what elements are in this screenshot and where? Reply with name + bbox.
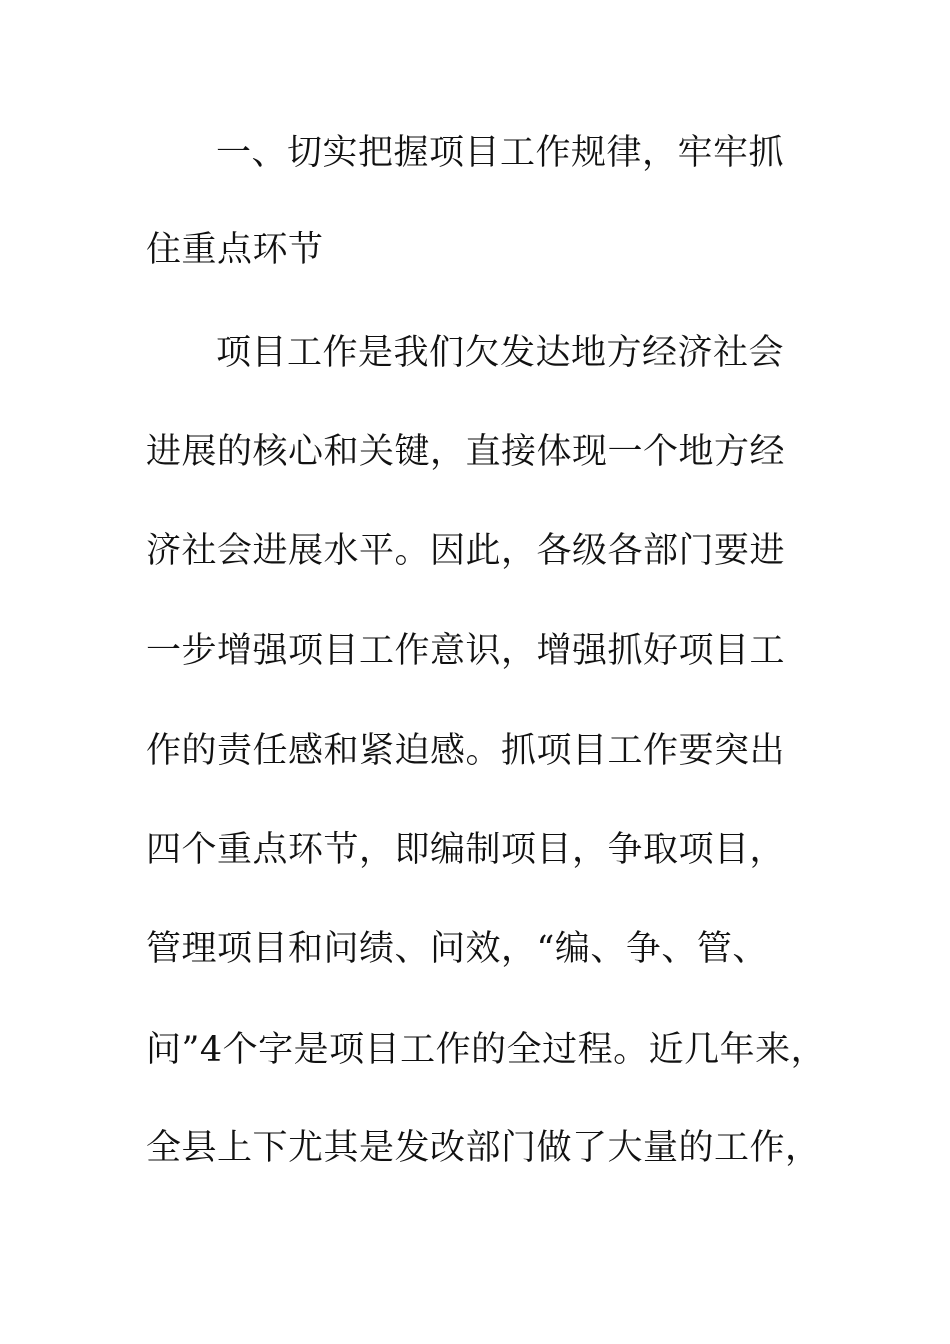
paragraph-line-7: 管理项目和问绩、问效，“编、争、管、 — [146, 929, 768, 969]
paragraph-line-9: 全县上下尤其是发改部门做了大量的工作， — [146, 1128, 821, 1168]
paragraph-line-4: 一步增强项目工作意识，增强抓好项目工 — [146, 631, 786, 671]
paragraph-line-2: 进展的核心和关键，直接体现一个地方经 — [146, 432, 786, 472]
paragraph-line-1: 项目工作是我们欠发达地方经济社会 — [216, 333, 785, 373]
paragraph-line-3: 济社会进展水平。因此，各级各部门要进 — [146, 531, 786, 571]
section-heading-line-2: 住重点环节 — [146, 230, 324, 270]
paragraph-line-5: 作的责任感和紧迫感。抓项目工作要突出 — [146, 731, 786, 771]
paragraph-line-8: 问”4个字是项目工作的全过程。近几年来， — [146, 1030, 827, 1070]
paragraph-line-6: 四个重点环节，即编制项目，争取项目， — [146, 830, 786, 870]
section-heading-line-1: 一、切实把握项目工作规律，牢牢抓 — [216, 133, 785, 173]
